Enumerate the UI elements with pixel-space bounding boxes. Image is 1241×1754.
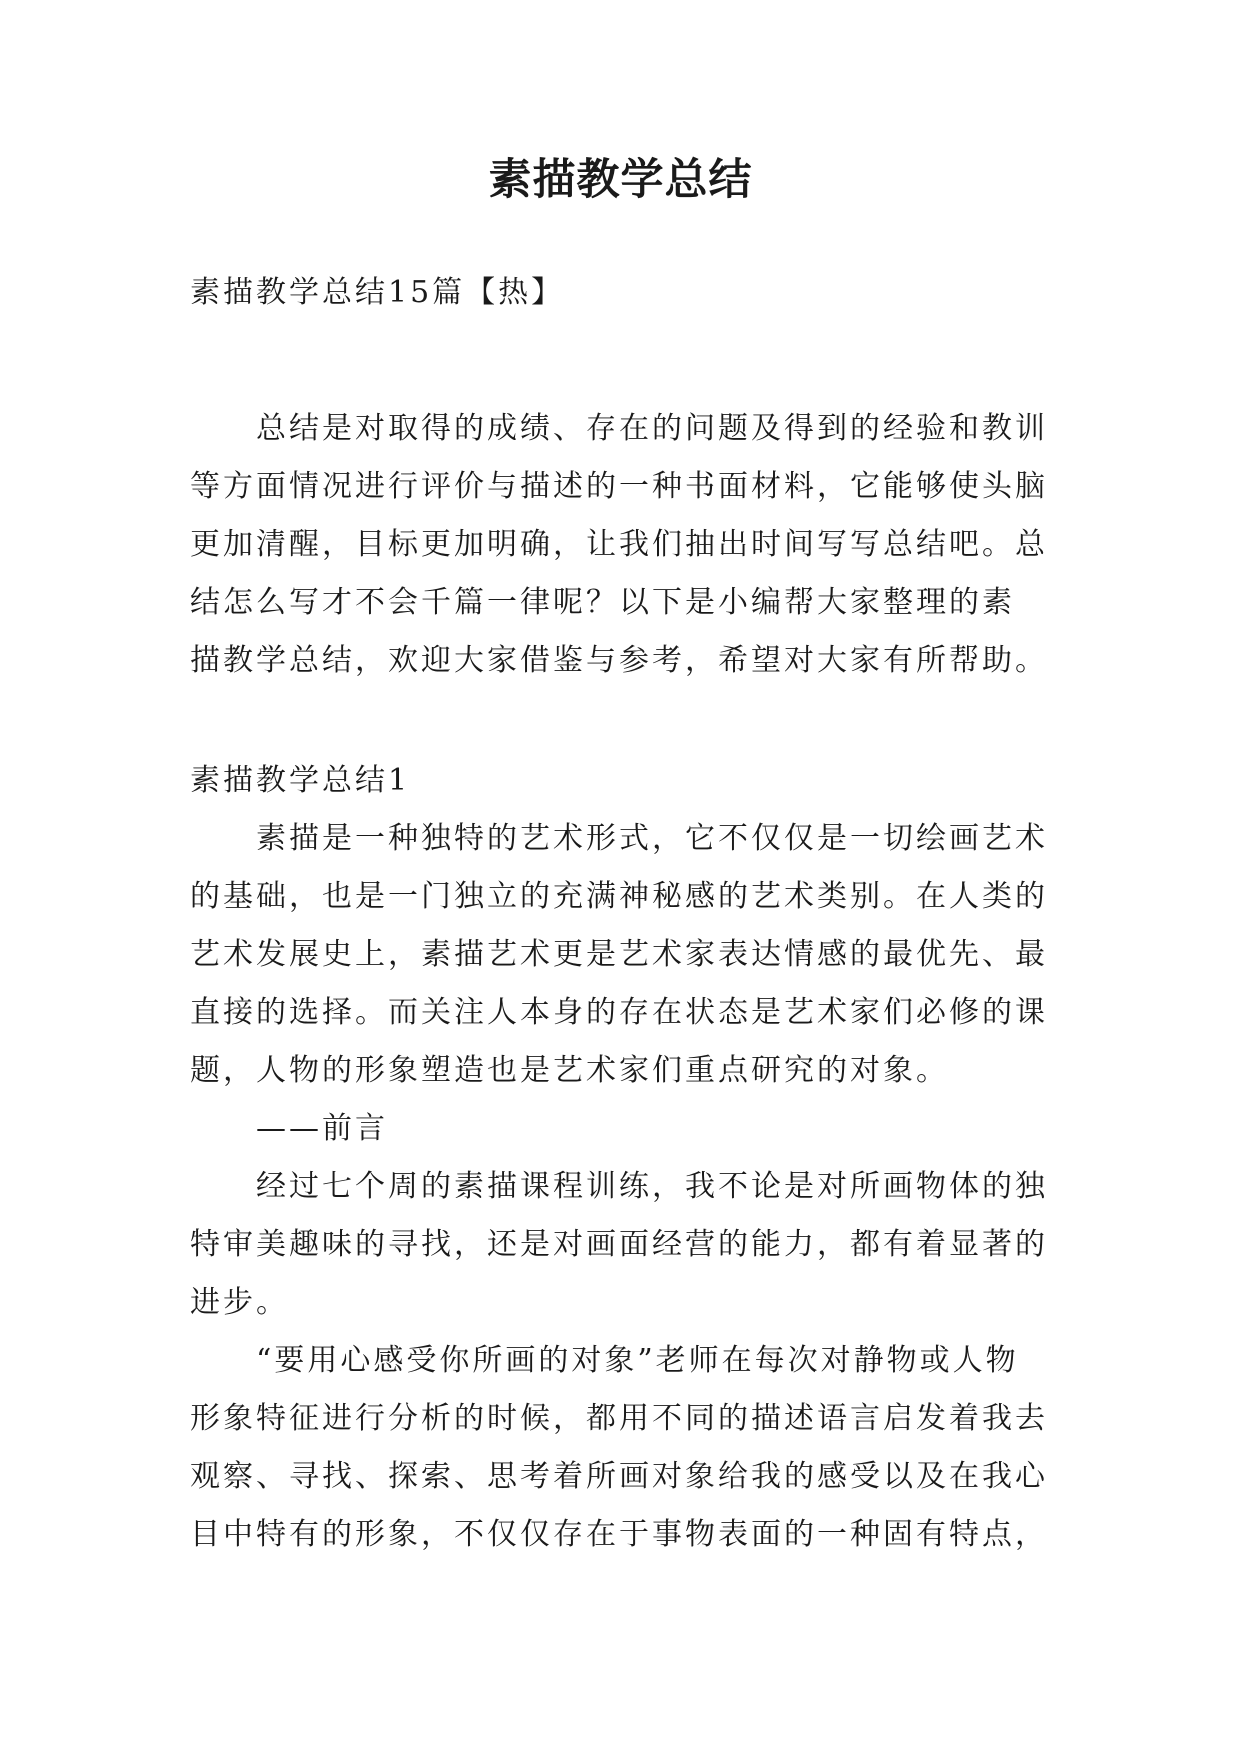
section-line: 经过七个周的素描课程训练，我不论是对所画物体的独 bbox=[256, 1169, 1048, 1204]
section-line: 形象特征进行分析的时候，都用不同的描述语言启发着我去 bbox=[190, 1401, 1048, 1436]
subtitle-line: 素描教学总结15篇【热】 bbox=[190, 275, 565, 310]
section-line: 素描是一种独特的艺术形式，它不仅仅是一切绘画艺术 bbox=[256, 821, 1048, 856]
section-line: 观察、寻找、探索、思考着所画对象给我的感受以及在我心 bbox=[190, 1459, 1048, 1494]
intro-paragraph bbox=[190, 400, 1070, 690]
section-body bbox=[190, 810, 1070, 1564]
section-line: 目中特有的形象，不仅仅存在于事物表面的一种固有特点， bbox=[190, 1517, 1048, 1552]
document-subtitle bbox=[190, 264, 1070, 322]
intro-line: 更加清醒，目标更加明确，让我们抽出时间写写总结吧。总 bbox=[190, 527, 1048, 562]
document-title: 素描教学总结 bbox=[488, 155, 753, 205]
section-line: “要用心感受你所画的对象”老师在每次对静物或人物 bbox=[256, 1343, 1019, 1378]
section-1 bbox=[190, 752, 1070, 1564]
section-line: 进步。 bbox=[190, 1285, 289, 1320]
section-line: 特审美趣味的寻找，还是对画面经营的能力，都有着显著的 bbox=[190, 1227, 1048, 1262]
section-line: ——前言 bbox=[256, 1111, 388, 1146]
intro-line: 描教学总结，欢迎大家借鉴与参考，希望对大家有所帮助。 bbox=[190, 643, 1048, 678]
section-heading: 素描教学总结1 bbox=[190, 763, 411, 798]
section-line: 艺术发展史上，素描艺术更是艺术家表达情感的最优先、最 bbox=[190, 937, 1048, 972]
section-line: 的基础，也是一门独立的充满神秘感的艺术类别。在人类的 bbox=[190, 879, 1048, 914]
section-line: 题，人物的形象塑造也是艺术家们重点研究的对象。 bbox=[190, 1053, 949, 1088]
intro-line: 总结是对取得的成绩、存在的问题及得到的经验和教训 bbox=[256, 411, 1048, 446]
intro-line: 结怎么写才不会千篇一律呢？以下是小编帮大家整理的素 bbox=[190, 585, 1015, 620]
intro-line: 等方面情况进行评价与描述的一种书面材料，它能够使头脑 bbox=[190, 469, 1048, 504]
section-line: 直接的选择。而关注人本身的存在状态是艺术家们必修的课 bbox=[190, 995, 1048, 1030]
